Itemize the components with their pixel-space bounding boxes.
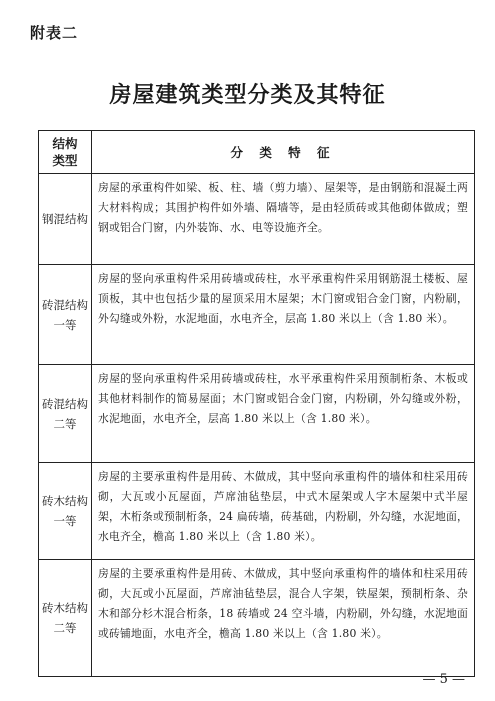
- table-row: [39, 265, 475, 365]
- structure-type-cell: 砖混结构 一等: [39, 265, 92, 365]
- table-row: [39, 174, 475, 265]
- header-features: 分 类 特 征: [92, 131, 475, 174]
- table-row: [39, 463, 475, 560]
- features-cell: 房屋的主要承重构件是用砖、木做成，其中竖向承重构件的墙体和柱采用砖砌，大瓦或小瓦屋面，芦席油毡垫层，混合人字架，铁屋架，预制桁条、杂木和部分杉木混合桁条，18 砖墙或 24 空斗墙，内粉刷，外勾缝，水泥地面或砖铺地面，水电齐全，檐高 1.80 米以上（含 1.80 米）。: [92, 560, 475, 677]
- table-row: [39, 560, 475, 677]
- structure-type-cell: 钢混结构: [39, 174, 92, 265]
- features-cell: 房屋的竖向承重构件采用砖墙或砖柱，水平承重构件采用钢筋混土楼板、屋顶板，其中也包括少量的屋顶采用木屋架；木门窗或铝合金门窗，内粉刷，外勾缝或外粉，水泥地面，水电齐全，层高 1.80 米以上（含 1.80 米）。: [92, 265, 475, 365]
- structure-type-cell: 砖混结构 二等: [39, 365, 92, 463]
- page-number: — 5 —: [422, 672, 465, 687]
- structure-type-cell: 砖木结构 一等: [39, 463, 92, 560]
- features-cell: 房屋的竖向承重构件采用砖墙或砖柱，水平承重构件采用预制桁条、木板或其他材料制作的简易屋面；木门窗或铝合金门窗，内粉刷，外勾缝或外粉，水泥地面，水电齐全，层高 1.80 米以上（含 1.80 米）。: [92, 365, 475, 463]
- features-cell: 房屋的承重构件如梁、板、柱、墙（剪力墙）、屋架等，是由钢筋和混凝土两大材料构成；其围护构件如外墙、隔墙等，是由轻质砖或其他砌体做成；塑钢或铝合门窗，内外装饰、水、电等设施齐全。: [92, 174, 475, 265]
- table-row: [39, 365, 475, 463]
- features-cell: 房屋的主要承重构件是用砖、木做成，其中竖向承重构件的墙体和柱采用砖砌，大瓦或小瓦屋面，芦席油毡垫层，中式木屋架或人字木屋架中式半屋架，木桁条或预制桁条，24 扁砖墙，砖基础，内粉刷，外勾缝，水泥地面，水电齐全，檐高 1.80 米以上（含 1.80 米）。: [92, 463, 475, 560]
- classification-table: [38, 130, 475, 677]
- table-header-row: [39, 131, 475, 174]
- header-structure-type: 结构 类型: [39, 131, 92, 174]
- page-title: 房屋建筑类型分类及其特征: [109, 82, 386, 108]
- appendix-label: 附表二: [30, 24, 79, 42]
- structure-type-cell: 砖木结构 二等: [39, 560, 92, 677]
